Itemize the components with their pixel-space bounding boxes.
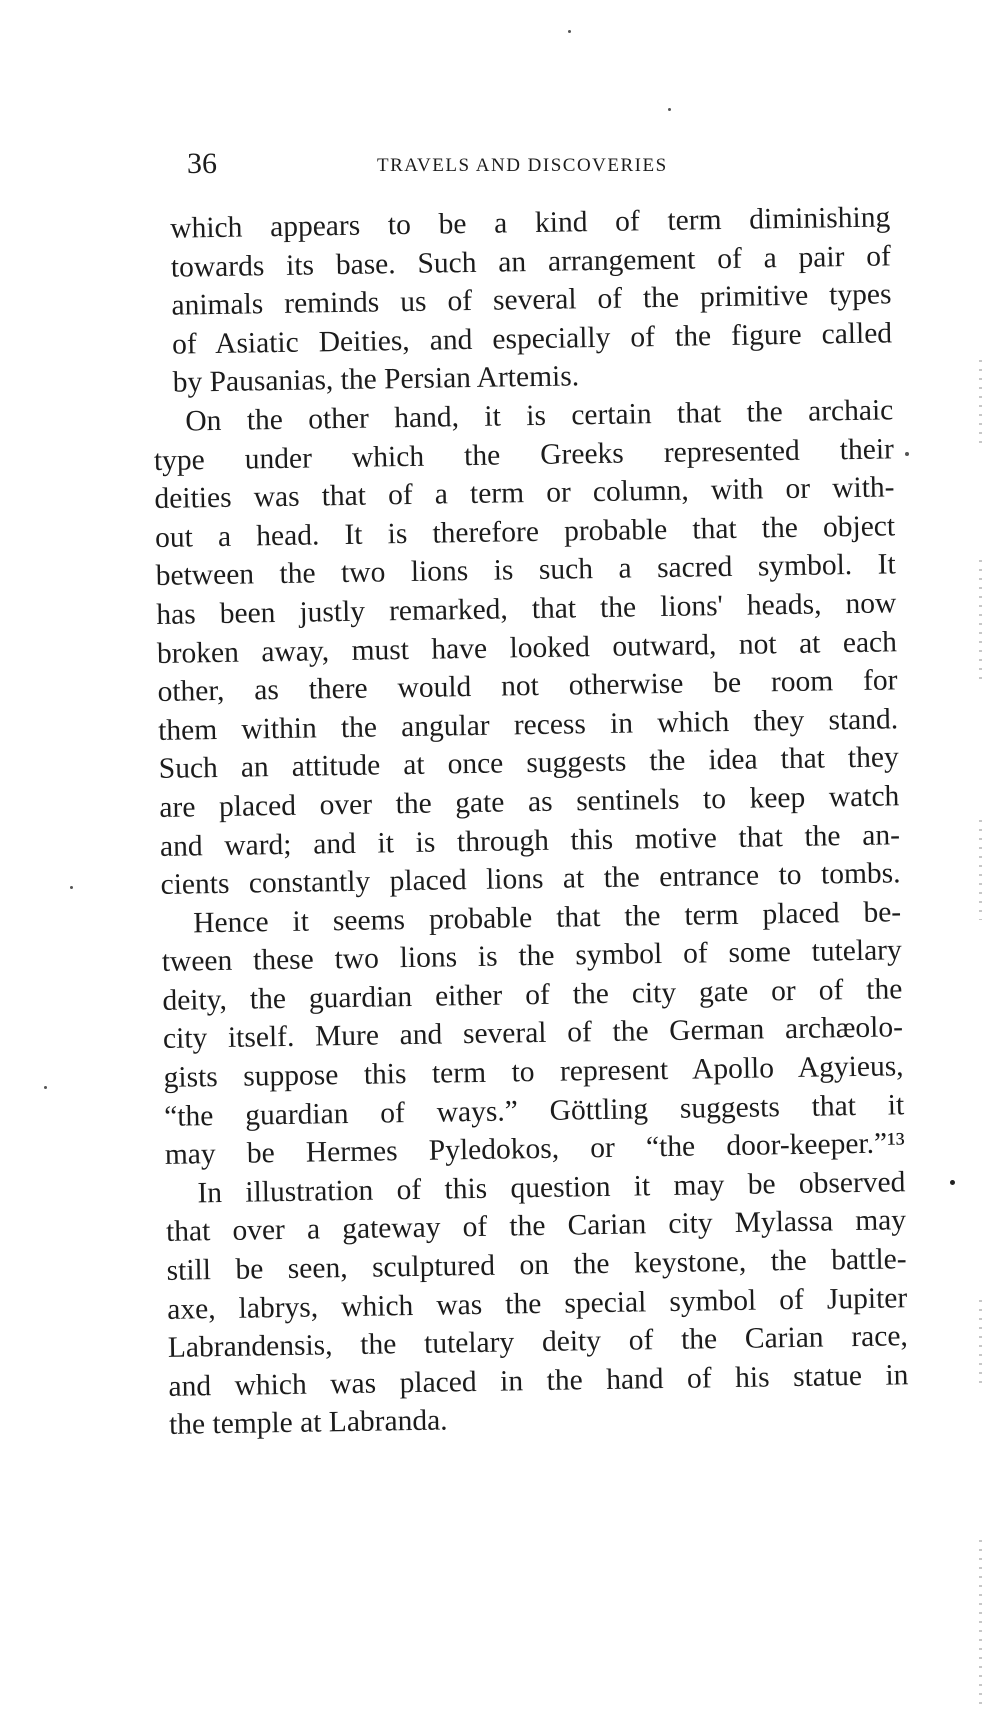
scan-speck [44,1086,47,1089]
text-line: cients constantly placed lions at the entrance to tombs. [160,857,901,902]
page-edge-noise [979,1540,982,1710]
paragraph-3 [161,893,905,1175]
paragraph-2 [153,391,901,904]
text-line: out a head. It is therefore probable that the object [154,510,896,554]
text-line: and ward; and it is through this motive that the an- [159,818,901,863]
text-line: In illustration of this question it may be observed [197,1166,906,1210]
text-line: by Pausanias, the Persian Artemis. [172,360,580,400]
paragraph-1 [150,198,893,403]
text-line: On the other hand, it is certain that the archaic [185,394,894,438]
text-line: gists suppose this term to represent Apollo Agyieus, [163,1050,904,1094]
text-line: Labrandensis, the tutelary deity of the Carian race, [167,1320,909,1365]
body-text [150,198,909,1444]
text-line: them within the angular recess in which they stand. [157,703,899,747]
text-line: deity, the guardian either of the city gate or of the [162,973,903,1017]
scan-speck [70,886,73,889]
scan-speck [950,1180,955,1185]
text-line: Such an attitude at once suggests the idea that they [158,741,899,786]
text-line: and which was placed in the hand of his statue in [168,1359,909,1403]
text-line: tween these two lions is the symbol of some tutelary [161,934,902,979]
text-line: still be seen, sculptured on the keystone, the battle- [166,1243,907,1287]
text-line: city itself. Mure and several of the German archæolo- [162,1011,904,1056]
scan-speck [905,452,909,456]
page-number: 36 [187,147,217,180]
page-edge-noise [979,1300,982,1390]
text-line: axe, labrys, which was the special symbol of Jupiter [167,1281,908,1326]
scan-speck [668,108,671,111]
text-line: has been justly remarked, that the lions' heads, now [156,587,897,631]
running-head [187,144,887,184]
text-line: may be Hermes Pyledokos, or “the door-keeper.”¹³ [164,1127,906,1172]
page-edge-noise [979,360,982,450]
running-title: TRAVELS AND DISCOVERIES [377,155,668,176]
text-line: Hence it seems probable that the term placed be- [192,895,902,940]
text-line: of Asiatic Deities, and especially of the figure called [171,317,893,361]
text-line: broken away, must have looked outward, not at each [156,625,898,670]
text-line: type under which the Greeks represented their [153,432,895,477]
page-edge-noise [979,820,982,920]
text-line: other, as there would not otherwise be room for [157,664,898,709]
text-line: which appears to be a kind of term diminishing [170,201,891,245]
page-edge-noise [979,560,982,680]
text-line: towards its base. Such an arrangement of a pair of [170,239,892,284]
paragraph-4 [165,1163,909,1445]
text-line: are placed over the gate as sentinels to keep watch [159,780,900,824]
text-line: deities was that of a term or column, with or with- [154,471,895,516]
text-line: between the two lions is such a sacred symbol. It [155,548,896,593]
text-line: the temple at Labranda. [168,1404,448,1442]
text-line: animals reminds us of several of the primitive types [171,278,892,322]
text-line: that over a gateway of the Carian city Mylassa may [165,1204,907,1249]
text-line: “the guardian of ways.” Göttling suggests that it [163,1088,905,1133]
scan-speck [568,30,571,33]
